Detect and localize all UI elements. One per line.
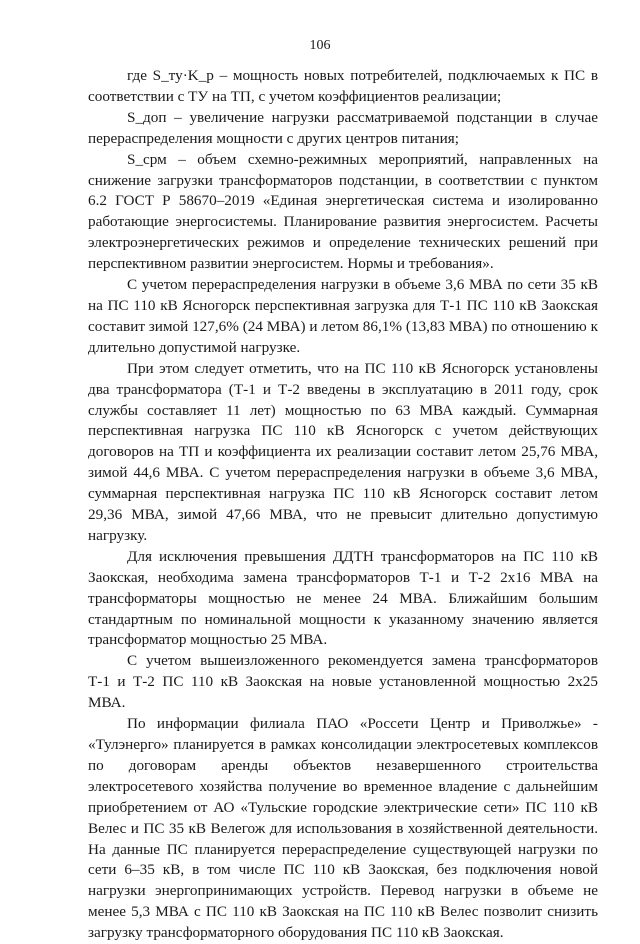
paragraph-1: где S_ту·K_р – мощность новых потребителей, подключаемых к ПС в соответствии с ТУ на ТП, с учетом коэффициентов реализации; [88, 67, 598, 105]
paragraph-7: С учетом вышеизложенного рекомендуется замена трансформаторов Т-1 и Т-2 ПС 110 кВ Заокская на новые установленной мощностью 2х25 МВА. [88, 652, 598, 712]
paragraph-8: По информации филиала ПАО «Россети Центр и Приволжье» - «Тулэнерго» планируется в рамках консолидации электросетевых комплексов по договорам аренды объектов незавершенного строительства электросетевого хозяйства получение во временное владение с дальнейшим приобретением от АО «Тульские городские электрические сети» ПС 110 кВ Велес и ПС 35 кВ Велегож для использования в хозяйственной деятельности. На данные ПС планируется перераспределение существующей нагрузки по сети 6–35 кВ, в том числе ПС 110 кВ Заокская, без подключения новой нагрузки энергопринимающих устройств. Перевод нагрузки в объеме не менее 5,3 МВА с ПС 110 кВ Заокская на ПС 110 кВ Велес позволит снизить загрузку трансформаторного оборудования ПС 110 кВ Заокская. [88, 715, 598, 942]
paragraph-2: S_доп – увеличение нагрузки рассматриваемой подстанции в случае перераспределения мощности с других центров питания; [88, 108, 598, 147]
page-number: 106 [309, 38, 331, 53]
paragraph-6: Для исключения превышения ДДТН трансформаторов на ПС 110 кВ Заокская, необходима замена трансформаторов Т-1 и Т-2 2х16 МВА на трансформаторы мощностью не менее 24 МВА. Ближайшим большим стандартным по номинальной мощности к указанному значению является трансформатор мощностью 25 МВА. [88, 547, 598, 649]
paragraph-4: С учетом перераспределения нагрузки в объеме 3,6 МВА по сети 35 кВ на ПС 110 кВ Ясногорск перспективная загрузка для Т-1 ПС 110 кВ Заокская составит зимой 127,6% (24 МВА) и летом 86,1% (13,83 МВА) по отношению к длительно допустимой нагрузке. [88, 276, 598, 356]
paragraph-3: S_срм – объем схемно-режимных мероприятий, направленных на снижение загрузки трансформаторов подстанции, в соответствии с пунктом 6.2 ГОСТ Р 58670–2019 «Единая энергетическая система и изолированно работающие энергосистемы. Планирование развития энергосистем. Расчеты электроэнергетических режимов и определение технических решений при перспективном развитии энергосистем. Нормы и требования». [88, 150, 598, 273]
paragraph-5: При этом следует отметить, что на ПС 110 кВ Ясногорск установлены два трансформатора (Т-1 и Т-2 введены в эксплуатацию в 2011 году, срок службы составляет 11 лет) мощностью по 63 МВА каждый. Суммарная перспективная нагрузка ПС 110 кВ Ясногорск с учетом действующих договоров на ТП и коэффициента их реализации составит летом 25,76 МВА, зимой 44,6 МВА. С учетом перераспределения нагрузки в объеме 3,6 МВА, суммарная перспективная нагрузка ПС 110 кВ Ясногорск составит летом 29,36 МВА, зимой 47,66 МВА, что не превысит длительно допустимую нагрузку. [88, 359, 598, 544]
document-body [88, 66, 598, 944]
